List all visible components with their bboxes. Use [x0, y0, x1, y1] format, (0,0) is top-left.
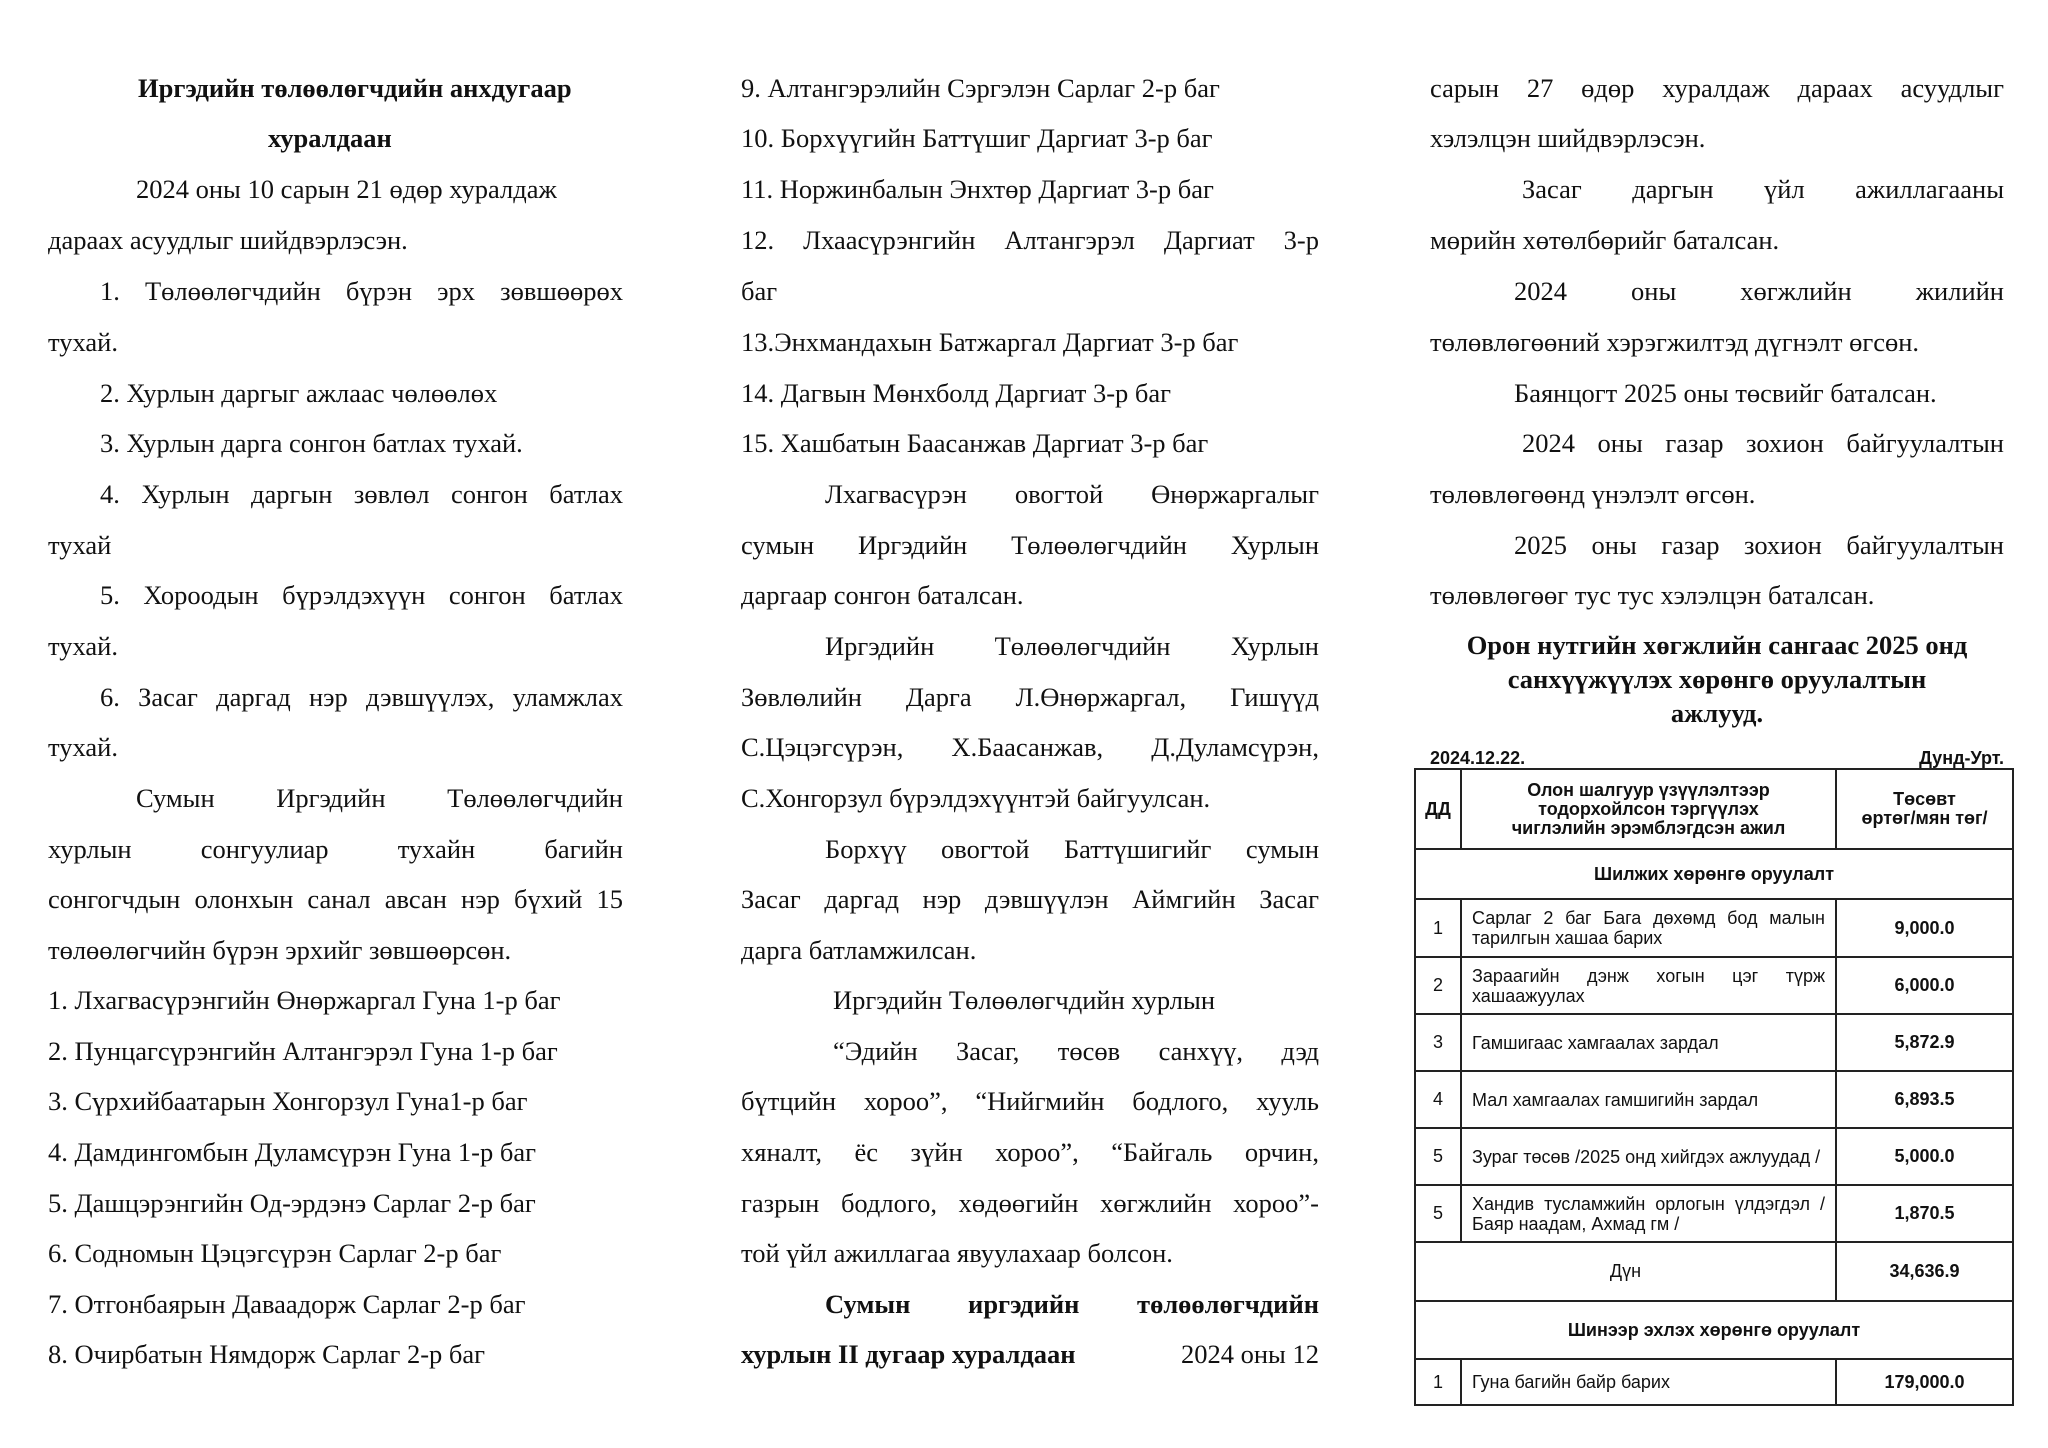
- row-amount: 5,000.0: [1836, 1128, 2013, 1185]
- member-list-item: 3. Сүрхийбаатарын Хонгорзул Гуна1-р баг: [48, 1086, 528, 1116]
- agenda-item-6-cont: тухай.: [48, 732, 118, 762]
- decision-item-cont: төлөвлөгөөнд үнэлэлт өгсөн.: [1430, 479, 1756, 509]
- paragraph-text: хяналт, ёс зүйн хороо”, “Байгаль орчин,: [741, 1137, 1319, 1167]
- row-num: 5: [1415, 1185, 1461, 1242]
- row-amount: 179,000.0: [1836, 1359, 2013, 1405]
- decision-item: 2025 оны газар зохион байгуулалтын: [1514, 530, 2004, 560]
- paragraph-text: Иргэдийн Төлөөлөгчдийн Хурлын: [825, 631, 1319, 661]
- paragraph-text: газрын бодлого, хөдөөгийн хөгжлийн хороо”-: [741, 1188, 1319, 1218]
- table-heading-line3: ажлууд.: [1670, 698, 1764, 728]
- paragraph-text: сумын Иргэдийн Төлөөлөгчдийн Хурлын: [741, 530, 1319, 560]
- session-heading-text: 2024 оны 12: [1181, 1339, 1319, 1369]
- decision-item-cont: мөрийн хөтөлбөрийг баталсан.: [1430, 225, 1780, 255]
- row-amount: 1,870.5: [1836, 1185, 2013, 1242]
- member-list-item: 12. Лхаасүрэнгийн Алтангэрэл Даргиат 3-р: [741, 225, 1319, 255]
- row-desc: Зураг төсөв /2025 онд хийгдэх ажлуудад /: [1461, 1128, 1836, 1185]
- header-amt-l2: өртөг/мян төг/: [1861, 808, 1988, 828]
- paragraph-text: дарга батламжилсан.: [741, 935, 977, 965]
- paragraph-text: Иргэдийн Төлөөлөгчдийн хурлын: [833, 985, 1215, 1015]
- member-list-item: 8. Очирбатын Нямдорж Сарлаг 2-р баг: [48, 1339, 486, 1369]
- member-list-item: 1. Лхагвасүрэнгийн Өнөржаргал Гуна 1-р баг: [48, 985, 561, 1015]
- header-desc-l3: чиглэлийн эрэмблэгдсэн ажил: [1511, 817, 1786, 838]
- agenda-item-4: 4. Хурлын даргын зөвлөл сонгон батлах: [100, 479, 623, 509]
- decision-item: 2024 оны газар зохион байгуулалтын: [1522, 428, 2004, 458]
- paragraph-text: Засаг даргад нэр дэвшүүлэн Аймгийн Засаг: [741, 884, 1319, 914]
- header-desc-l2: тодорхойлсон тэргүүлэх: [1538, 798, 1759, 819]
- table-row: [1415, 1185, 2013, 1242]
- paragraph-text: дараах асуудлыг шийдвэрлэсэн.: [48, 225, 408, 255]
- session-heading: Сумын иргэдийн төлөөлөгчдийн: [825, 1289, 1319, 1319]
- paragraph-text: хурлын сонгуулиар тухайн багийн: [48, 834, 623, 864]
- total-row: [1415, 1242, 2013, 1301]
- row-num: 1: [1415, 899, 1461, 957]
- paragraph-text: сарын 27 өдөр хуралдаж дараах асуудлыг: [1430, 73, 2004, 103]
- paragraph-text: Борхүү овогтой Баттүшигийг сумын: [825, 834, 1319, 864]
- member-list-item: 10. Борхүүгийн Баттүшиг Даргиат 3-р баг: [741, 123, 1213, 153]
- member-list-item: 9. Алтангэрэлийн Сэргэлэн Сарлаг 2-р баг: [741, 73, 1220, 103]
- agenda-item-2: 2. Хурлын даргыг ажлаас чөлөөлөх: [100, 378, 498, 408]
- header-amount: [1836, 769, 2013, 849]
- paragraph-text: төлөөлөгчийн бүрэн эрхийг зөвшөөрсөн.: [48, 935, 512, 965]
- section-row: [1415, 849, 2013, 899]
- table-heading-line2: санхүүжүүлэх хөрөнгө оруулалтын: [1507, 664, 1927, 694]
- member-list-item: 4. Дамдингомбын Дуламсүрэн Гуна 1-р баг: [48, 1137, 536, 1167]
- decision-item-cont: төлөвлөгөөний хэрэгжилтэд дүгнэлт өгсөн.: [1430, 327, 1920, 357]
- table-row: [1415, 1071, 2013, 1128]
- section-title-line1: Иргэдийн төлөөлөгчдийн анхдугаар: [138, 73, 572, 103]
- header-amt-l1: Төсөвт: [1893, 789, 1956, 809]
- investment-table: [1414, 768, 2014, 1406]
- row-amount: 6,000.0: [1836, 957, 2013, 1014]
- member-list-item: 6. Содномын Цэцэгсүрэн Сарлаг 2-р баг: [48, 1238, 502, 1268]
- table-place: Дунд-Урт.: [1919, 748, 2004, 768]
- section-row: [1415, 1301, 2013, 1359]
- section-title-line2: хуралдаан: [268, 123, 392, 153]
- agenda-item-4-cont: тухай: [48, 530, 112, 560]
- row-amount: 9,000.0: [1836, 899, 2013, 957]
- table-row: [1415, 1128, 2013, 1185]
- member-list-item-cont: баг: [741, 276, 778, 306]
- agenda-item-3: 3. Хурлын дарга сонгон батлах тухай.: [100, 428, 523, 458]
- paragraph-text: С.Хонгорзул бүрэлдэхүүнтэй байгуулсан.: [741, 783, 1211, 813]
- row-desc: Мал хамгаалах гамшигийн зардал: [1461, 1071, 1836, 1128]
- agenda-item-5-cont: тухай.: [48, 631, 118, 661]
- member-list-item: 7. Отгонбаярын Даваадорж Сарлаг 2-р баг: [48, 1289, 526, 1319]
- paragraph-text: С.Цэцэгсүрэн, Х.Баасанжав, Д.Дуламсүрэн,: [741, 732, 1319, 762]
- total-label: Дүн: [1415, 1242, 1836, 1301]
- agenda-item-6: 6. Засаг даргад нэр дэвшүүлэх, уламжлах: [100, 682, 623, 712]
- table-row: [1415, 1359, 2013, 1405]
- header-desc-l1: Олон шалгуур үзүүлэлтээр: [1527, 779, 1770, 800]
- row-desc: Сарлаг 2 баг Бага дөхөмд бод малын тарилгын хашаа барих: [1461, 899, 1836, 957]
- row-num: 2: [1415, 957, 1461, 1014]
- table-row: [1415, 957, 2013, 1014]
- table-heading-line1: Орон нутгийн хөгжлийн сангаас 2025 онд: [1466, 630, 1968, 660]
- paragraph-text: Зөвлөлийн Дарга Л.Өнөржаргал, Гишүүд: [741, 682, 1319, 712]
- row-num: 4: [1415, 1071, 1461, 1128]
- row-desc: Гамшигаас хамгаалах зардал: [1461, 1014, 1836, 1071]
- row-num: 3: [1415, 1014, 1461, 1071]
- table-row: [1415, 899, 2013, 957]
- decision-item-cont: төлөвлөгөөг тус тус хэлэлцэн баталсан.: [1430, 580, 1875, 610]
- paragraph-text: Лхагвасүрэн овогтой Өнөржаргалыг: [825, 479, 1319, 509]
- row-desc: Хандив тусламжийн орлогын үлдэгдэл /Баяр наадам, Ахмад гм /: [1461, 1185, 1836, 1242]
- header-desc: [1461, 769, 1836, 849]
- paragraph-text: сонгогчдын олонхын санал авсан нэр бүхий 15: [48, 884, 623, 914]
- paragraph-text: бүтцийн хороо”, “Нийгмийн бодлого, хууль: [741, 1086, 1319, 1116]
- session-heading-line2: [741, 1339, 1319, 1369]
- paragraph-text: даргаар сонгон баталсан.: [741, 580, 1024, 610]
- member-list-item: 15. Хашбатын Баасанжав Даргиат 3-р баг: [741, 428, 1209, 458]
- row-desc: Зараагийн дэнж хогын цэг түрж хашаажуулах: [1461, 957, 1836, 1014]
- member-list-item: 2. Пунцагсүрэнгийн Алтангэрэл Гуна 1-р баг: [48, 1036, 558, 1066]
- decision-item: 2024 оны хөгжлийн жилийн: [1514, 276, 2004, 306]
- member-list-item: 5. Дашцэрэнгийн Од-эрдэнэ Сарлаг 2-р баг: [48, 1188, 536, 1218]
- section-new-label: Шинээр эхлэх хөрөнгө оруулалт: [1415, 1301, 2013, 1359]
- agenda-item-1-cont: тухай.: [48, 327, 118, 357]
- agenda-item-5: 5. Хороодын бүрэлдэхүүн сонгон батлах: [100, 580, 623, 610]
- decision-item: Засаг даргын үйл ажиллагааны: [1522, 174, 2004, 204]
- paragraph-text: 2024 оны 10 сарын 21 өдөр хуралдаж: [136, 174, 557, 204]
- paragraph-text: Сумын Иргэдийн Төлөөлөгчдийн: [136, 783, 623, 813]
- table-header-row: [1415, 769, 2013, 849]
- paragraph-text: той үйл ажиллагаа явуулахаар болсон.: [741, 1238, 1173, 1268]
- session-heading-bold: хурлын II дугаар хуралдаан: [741, 1339, 1076, 1369]
- row-num: 1: [1415, 1359, 1461, 1405]
- member-list-item: 13.Энхмандахын Батжаргал Даргиат 3-р баг: [741, 327, 1239, 357]
- paragraph-text: “Эдийн Засаг, төсөв санхүү, дэд: [833, 1036, 1319, 1066]
- row-amount: 6,893.5: [1836, 1071, 2013, 1128]
- section-transfer-label: Шилжих хөрөнгө оруулалт: [1415, 849, 2013, 899]
- row-num: 5: [1415, 1128, 1461, 1185]
- table-row: [1415, 1014, 2013, 1071]
- agenda-item-1: 1. Төлөөлөгчдийн бүрэн эрх зөвшөөрөх: [100, 276, 623, 306]
- row-amount: 5,872.9: [1836, 1014, 2013, 1071]
- member-list-item: 11. Норжинбалын Энхтөр Даргиат 3-р баг: [741, 174, 1214, 204]
- row-desc: Гуна багийн байр барих: [1461, 1359, 1836, 1405]
- total-amount: 34,636.9: [1836, 1242, 2013, 1301]
- header-num: ДД: [1415, 769, 1461, 849]
- member-list-item: 14. Дагвын Мөнхболд Даргиат 3-р баг: [741, 378, 1172, 408]
- table-date: 2024.12.22.: [1430, 748, 1526, 768]
- paragraph-text: хэлэлцэн шийдвэрлэсэн.: [1430, 123, 1706, 153]
- decision-item: Баянцогт 2025 оны төсвийг баталсан.: [1514, 378, 1937, 408]
